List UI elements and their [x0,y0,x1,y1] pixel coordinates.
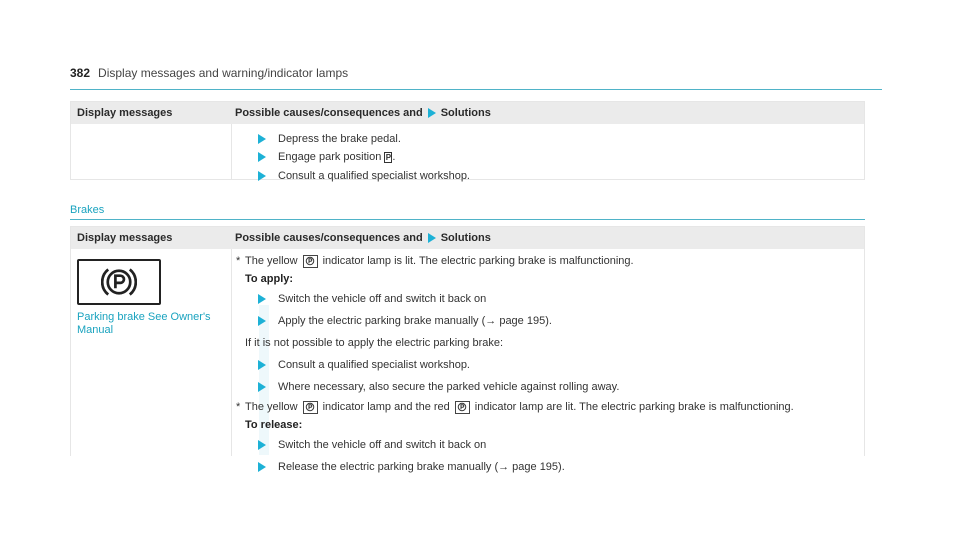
step-arrow-icon [258,382,266,392]
step-arrow-icon [258,152,266,162]
column-header-causes [231,102,864,124]
apply-heading: To apply: [245,273,294,285]
section-title-brakes: Brakes [70,204,865,220]
table-body-row [71,249,864,473]
step-text-label: Engage park position [278,150,382,163]
step-text: Consult a qualified specialist workshop. [278,170,470,182]
step-text: Switch the vehicle off and switch it back on [278,293,487,305]
parking-brake-indicator-icon [303,255,318,268]
park-position-icon: P [385,152,392,162]
display-message-cell [71,249,231,456]
step-text: Release the electric parking brake manually (→ page 195). [278,461,565,473]
step-arrow-icon [258,462,266,472]
page-header-title: Display messages and warning/indicator lamps [98,66,349,80]
release-heading: To release: [245,419,303,431]
cause-text-suffix: indicator lamp are lit. The electric parking brake is malfunctioning. [474,401,794,413]
column-header-display-messages: Display messages [77,232,173,244]
empty-display-cell [71,124,231,180]
parking-brake-icon [101,264,137,300]
parking-brake-indicator-icon [303,401,318,414]
step-arrow-icon [258,171,266,181]
step-arrow-icon [258,360,266,370]
step-arrow-icon [258,316,266,326]
column-header-solutions-label: Solutions [440,232,491,244]
cause-text-middle: indicator lamp and the red [322,401,450,413]
cause-text-suffix: indicator lamp is lit. The electric parking brake is malfunctioning. [322,255,634,267]
cause-text-prefix: The yellow [245,255,298,267]
step-arrow-icon [258,294,266,304]
parking-brake-red-indicator-icon [455,401,470,414]
table-body-row [71,124,864,180]
solution-arrow-icon [428,108,436,118]
column-header-causes-label: Possible causes/consequences and [235,232,423,244]
step-item [236,166,860,186]
step-item [236,129,860,149]
step-item [236,354,860,376]
brakes-table [70,226,865,473]
fallback-intro: If it is not possible to apply the electric parking brake: [245,337,504,349]
step-arrow-icon [258,134,266,144]
cause-line [236,252,860,270]
solutions-cell [231,124,864,180]
parking-brake-display-symbol [77,259,161,305]
causes-solutions-cell [231,249,864,473]
step-text: Depress the brake pedal. [278,133,401,145]
step-item [236,310,860,332]
page-number: 382 [70,66,91,80]
continuation-table [70,101,865,180]
column-header-display-messages: Display messages [77,107,173,119]
step-text: Engage park position P. [278,150,396,163]
step-text: Apply the electric parking brake manually (→ page 195). [278,315,552,327]
footnote-star: * [236,255,241,267]
step-text: Switch the vehicle off and switch it back on [278,439,487,451]
cause-text-prefix: The yellow [245,401,298,413]
cause-line [236,398,860,416]
footnote-star: * [236,401,241,413]
caption-line: Manual [77,324,114,336]
step-text: Consult a qualified specialist workshop. [278,359,470,371]
caption-line: Parking brake See Owner's [77,311,211,323]
step-text: Where necessary, also secure the parked vehicle against rolling away. [278,381,620,393]
step-item [236,456,860,478]
display-message-caption [77,311,225,337]
table-header-row [71,102,864,124]
step-item [236,434,860,456]
column-header-solutions-label: Solutions [440,107,491,119]
step-item [236,376,860,398]
step-item [236,147,860,167]
step-item [236,288,860,310]
column-header-causes [231,227,864,249]
page-header [70,66,882,90]
step-arrow-icon [258,440,266,450]
solution-arrow-icon [428,233,436,243]
table-header-row [71,227,864,249]
column-header-causes-label: Possible causes/consequences and [235,107,423,119]
